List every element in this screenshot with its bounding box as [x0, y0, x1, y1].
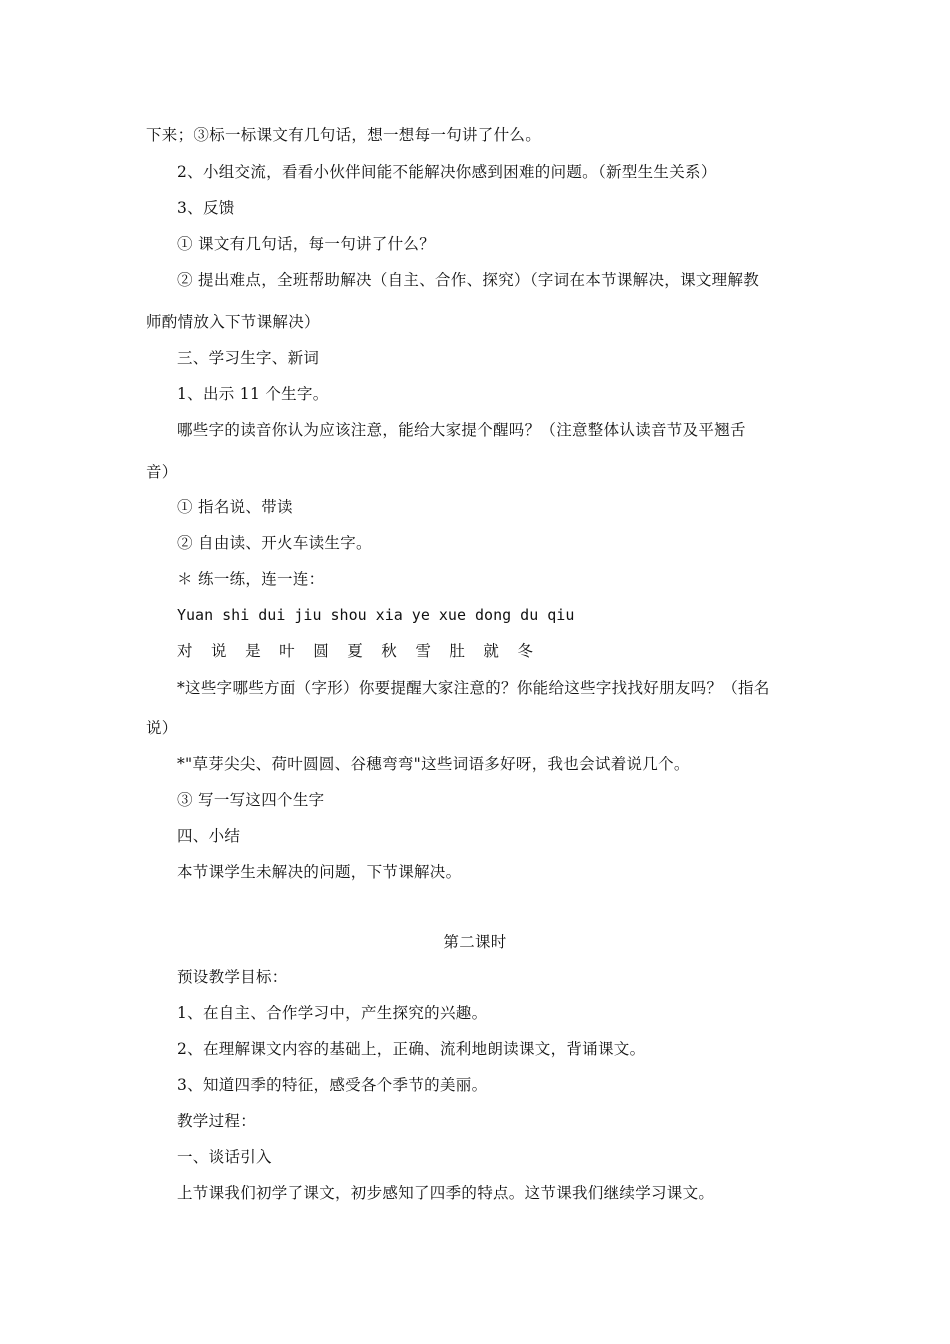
- match-char: 冬: [517, 642, 534, 660]
- pinyin-line: Yuan shi dui jiu shou xia ye xue dong du qiu: [177, 606, 575, 624]
- text-line: 上节课我们初学了课文，初步感知了四季的特点。这节课我们继续学习课文。: [177, 1184, 715, 1202]
- text-line: 教学过程：: [177, 1112, 257, 1130]
- text-line: ② 自由读、开火车读生字。: [177, 534, 372, 552]
- text-line: ③ 写一写这四个生字: [177, 791, 325, 809]
- match-char: 秋: [381, 642, 398, 660]
- text-line: *"草芽尖尖、荷叶圆圆、谷穗弯弯"这些词语多好呀，我也会试着说几个。: [177, 755, 690, 773]
- match-characters-row: [177, 641, 841, 661]
- text-line: 预设教学目标：: [177, 968, 288, 986]
- match-char: 雪: [415, 642, 432, 660]
- section-heading: 四、小结: [177, 827, 241, 845]
- text-line: 1、出示 11 个生字。: [177, 385, 329, 403]
- text-line: 下来；③标一标课文有几句话，想一想每一句讲了什么。: [146, 126, 542, 144]
- text-line: *这些字哪些方面（字形）你要提醒大家注意的？你能给这些字找找好朋友吗？（指名: [177, 679, 770, 697]
- match-char: 就: [483, 642, 500, 660]
- section-heading: 三、学习生字、新词: [177, 349, 320, 367]
- text-line: ＊ 练一练，连一连：: [177, 570, 325, 588]
- match-char: 叶: [279, 642, 295, 660]
- text-line: ① 指名说、带读: [177, 498, 293, 516]
- match-char: 圆: [313, 642, 329, 660]
- text-line: 哪些字的读音你认为应该注意，能给大家提个醒吗？（注意整体认读音节及平翘舌: [177, 421, 746, 439]
- match-char: 夏: [347, 642, 364, 660]
- lesson-title: 第二课时: [443, 933, 507, 951]
- match-char: 肚: [449, 642, 466, 660]
- text-line: 本节课学生未解决的问题，下节课解决。: [177, 863, 462, 881]
- text-line: 3、反馈: [177, 199, 235, 217]
- text-line: 音）: [146, 463, 178, 481]
- text-line: 师酌情放入下节课解决）: [146, 313, 320, 331]
- match-char: 是: [245, 642, 261, 660]
- text-line: ① 课文有几句话，每一句讲了什么？: [177, 235, 436, 253]
- text-line: 说）: [146, 719, 178, 737]
- text-line: 1、在自主、合作学习中，产生探究的兴趣。: [177, 1004, 488, 1022]
- match-char: 对: [177, 642, 193, 660]
- text-line: ② 提出难点，全班帮助解决（自主、合作、探究）（字词在本节课解决，课文理解教: [177, 271, 760, 289]
- text-line: 2、小组交流，看看小伙伴间能不能解决你感到困难的问题。（新型生生关系）: [177, 163, 717, 181]
- match-char: 说: [211, 642, 227, 660]
- text-line: 3、知道四季的特征，感受各个季节的美丽。: [177, 1076, 488, 1094]
- section-heading: 一、谈话引入: [177, 1148, 272, 1166]
- text-line: 2、在理解课文内容的基础上，正确、流利地朗读课文，背诵课文。: [177, 1040, 646, 1058]
